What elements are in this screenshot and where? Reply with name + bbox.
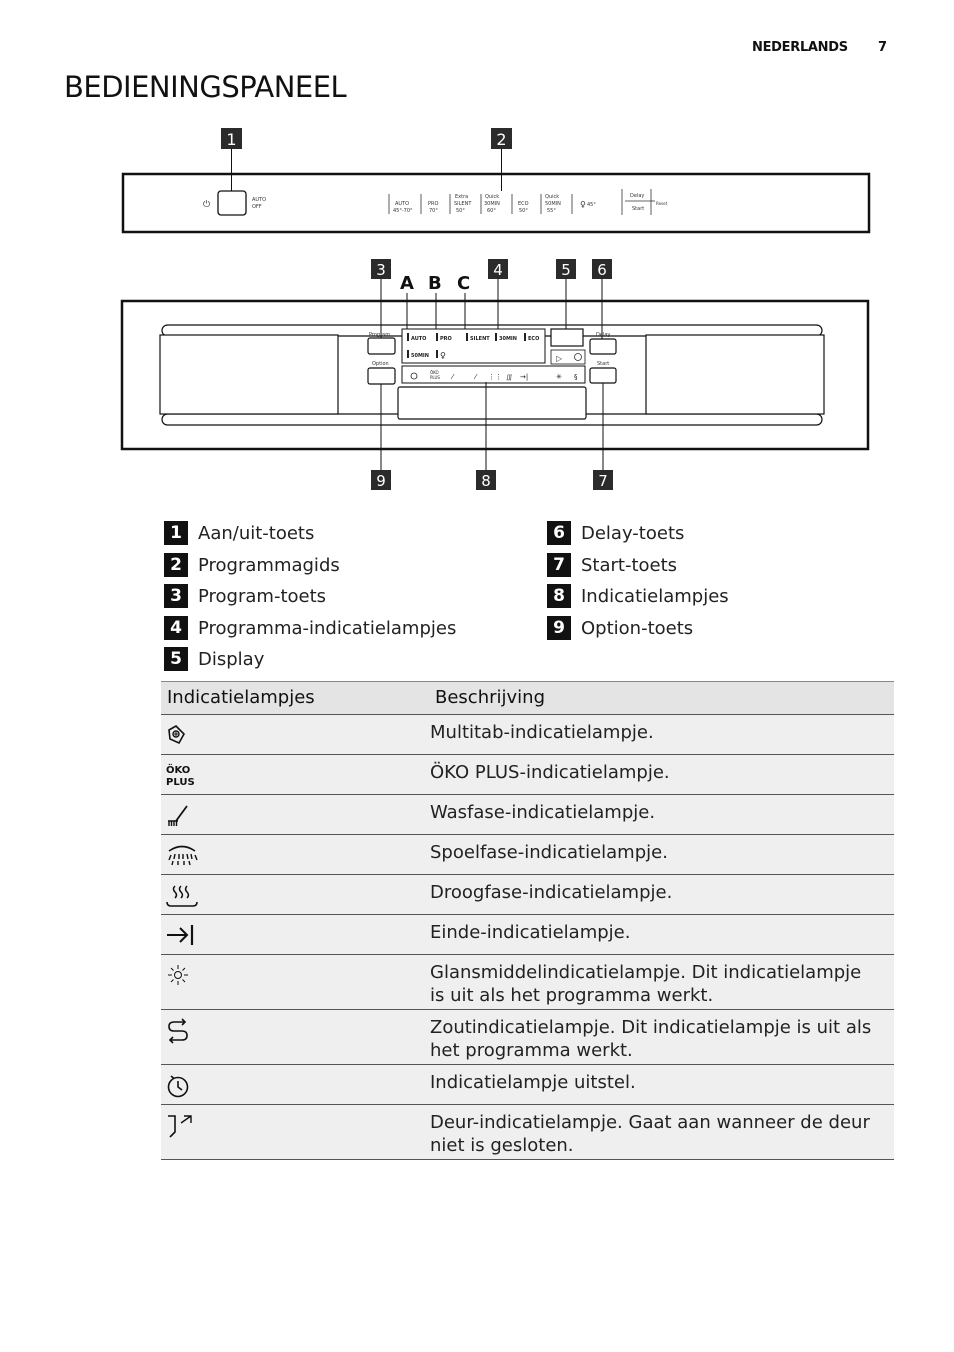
table-row <box>161 755 894 795</box>
callout-number: 9 <box>376 472 386 490</box>
end-icon <box>165 923 197 947</box>
svg-text:∭: ∭ <box>506 374 513 381</box>
program-label: 50° <box>456 208 465 214</box>
callout-number: 8 <box>481 472 491 490</box>
legend-number: 5 <box>164 647 188 671</box>
row-description: Wasfase-indicatielampje. <box>430 802 656 823</box>
program-label: 60° <box>487 208 496 214</box>
svg-text:30MIN: 30MIN <box>499 336 517 342</box>
program-label: PRO <box>428 201 439 207</box>
delay-button-label: Delay <box>596 332 611 338</box>
legend-item <box>164 552 340 578</box>
svg-text:✳: ✳ <box>556 373 562 381</box>
legend-item <box>547 583 729 609</box>
row-description: Zoutindicatielampje. Dit indicatielampje is uit als het programma werkt. <box>430 1017 872 1061</box>
row-description: Einde-indicatielampje. <box>430 922 631 943</box>
callout-number: 1 <box>226 130 237 149</box>
lower-display <box>398 387 586 419</box>
row-description: Indicatielampje uitstel. <box>430 1072 636 1093</box>
svg-text:ECO: ECO <box>528 336 540 342</box>
legend-label: Option-toets <box>581 617 694 639</box>
legend-item <box>164 615 456 641</box>
group-letter: B <box>428 273 442 294</box>
table-row <box>161 875 894 915</box>
svg-text:⋮⋮: ⋮⋮ <box>488 373 502 381</box>
header-language: NEDERLANDS <box>752 40 848 55</box>
table-header-row <box>161 682 894 715</box>
program-label: 45° <box>587 202 596 208</box>
callout-number: 5 <box>561 261 571 279</box>
legend-number: 3 <box>164 584 188 608</box>
program-label: 70° <box>429 208 438 214</box>
power-icon: ⏻ <box>203 200 211 210</box>
legend-number: 6 <box>547 521 571 545</box>
svg-text:50MIN: 50MIN <box>411 353 429 359</box>
program-label: 30MIN <box>484 201 500 207</box>
oko-plus-icon <box>165 763 201 789</box>
legend-item <box>547 520 684 546</box>
program-label: Quick <box>545 194 560 200</box>
svg-text:ÖKO: ÖKO <box>166 765 191 776</box>
option-button[interactable] <box>368 368 395 384</box>
page-number: 7 <box>878 40 888 55</box>
svg-text:AUTO: AUTO <box>411 336 427 342</box>
legend-label: Indicatielampjes <box>581 585 729 607</box>
table-row <box>161 1065 894 1105</box>
callout-number: 3 <box>376 261 386 279</box>
svg-text:§: § <box>574 373 578 381</box>
legend-number: 1 <box>164 521 188 545</box>
program-label: ECO <box>518 201 529 207</box>
legend-label: Display <box>198 648 265 670</box>
svg-text:⁄: ⁄ <box>452 373 454 381</box>
program-label: Extra <box>455 194 469 200</box>
legend-item <box>547 615 693 641</box>
program-label: 50° <box>519 208 528 214</box>
start-button[interactable] <box>590 368 616 383</box>
glass-icon: ♀ <box>440 351 446 360</box>
delay-label: Delay <box>630 193 645 199</box>
table-row <box>161 955 894 1010</box>
group-letter: C <box>457 273 471 294</box>
door-light-icon: ▷ <box>556 354 563 363</box>
row-description: Glansmiddelindicatielampje. Dit indicatielampje is uit als het programma werkt. <box>430 962 862 1006</box>
table-header-description: Beschrijving <box>429 682 894 715</box>
callout-number: 6 <box>597 261 607 279</box>
program-label: Quick <box>485 194 500 200</box>
group-letter: A <box>400 273 414 294</box>
multitab-icon <box>165 723 189 747</box>
table-row <box>161 715 894 755</box>
callout-number: 7 <box>598 472 608 490</box>
row-description: Multitab-indicatielampje. <box>430 722 654 743</box>
svg-text:PLUS: PLUS <box>166 777 195 788</box>
auto-off-label: AUTO <box>252 197 267 203</box>
salt-icon <box>165 1018 191 1044</box>
delay-button[interactable] <box>590 339 616 354</box>
legend-number: 2 <box>164 553 188 577</box>
legend-label: Delay-toets <box>581 522 685 544</box>
table-row <box>161 1105 894 1160</box>
legend-number: 7 <box>547 553 571 577</box>
program-label: AUTO <box>395 201 410 207</box>
legend-label: Programmagids <box>198 554 340 576</box>
legend-label: Start-toets <box>581 554 678 576</box>
table-row <box>161 915 894 955</box>
wash-phase-icon <box>165 803 191 829</box>
legend-label: Programma-indicatielampjes <box>198 617 457 639</box>
table-row <box>161 835 894 875</box>
delay-icon <box>165 1073 191 1099</box>
svg-text:SILENT: SILENT <box>470 336 490 342</box>
control-panel-diagram <box>0 0 954 510</box>
auto-off-label: OFF <box>252 204 262 210</box>
callout-number: 2 <box>496 130 507 149</box>
legend-item <box>164 520 314 546</box>
legend-number: 4 <box>164 616 188 640</box>
svg-text:PRO: PRO <box>440 336 452 342</box>
program-label: 55° <box>547 208 556 214</box>
table-header-indicator: Indicatielampjes <box>161 682 429 715</box>
glass-icon: ♀ <box>580 200 586 209</box>
table-row <box>161 1010 894 1065</box>
start-button-label: Start <box>597 361 610 367</box>
svg-text:ÖKO: ÖKO <box>430 370 439 375</box>
svg-text:→|: →| <box>520 373 529 381</box>
power-button[interactable] <box>218 191 246 215</box>
door-icon <box>165 1113 195 1139</box>
reset-label: Reset <box>656 201 668 206</box>
legend-label: Program-toets <box>198 585 327 607</box>
rinse-phase-icon <box>165 843 199 867</box>
program-label: SILENT <box>454 201 472 207</box>
legend-item <box>164 583 326 609</box>
legend-label: Aan/uit-toets <box>198 522 315 544</box>
row-description: Deur-indicatielampje. Gaat aan wanneer de deur niet is gesloten. <box>430 1112 870 1156</box>
row-description: Spoelfase-indicatielampje. <box>430 842 668 863</box>
indicator-table <box>161 681 894 1160</box>
option-button-label: Option <box>372 361 389 367</box>
program-label: 45°-70° <box>393 208 413 214</box>
table-row <box>161 795 894 835</box>
program-label: 50MIN <box>545 201 561 207</box>
legend-number: 8 <box>547 584 571 608</box>
legend-number: 9 <box>547 616 571 640</box>
callout-number: 4 <box>493 261 503 279</box>
dry-phase-icon <box>165 883 199 909</box>
page-title: BEDIENINGSPANEEL <box>64 70 347 104</box>
svg-text:PLUS: PLUS <box>430 375 440 380</box>
program-button[interactable] <box>368 338 395 354</box>
legend-item <box>547 552 677 578</box>
rinse-aid-icon <box>165 963 191 987</box>
svg-text:⁄: ⁄ <box>475 373 477 381</box>
display <box>551 329 583 346</box>
row-description: Droogfase-indicatielampje. <box>430 882 673 903</box>
row-description: ÖKO PLUS-indicatielampje. <box>430 762 670 783</box>
start-label: Start <box>632 206 645 212</box>
program-button-label: Program <box>369 332 391 338</box>
legend-item <box>164 646 264 672</box>
